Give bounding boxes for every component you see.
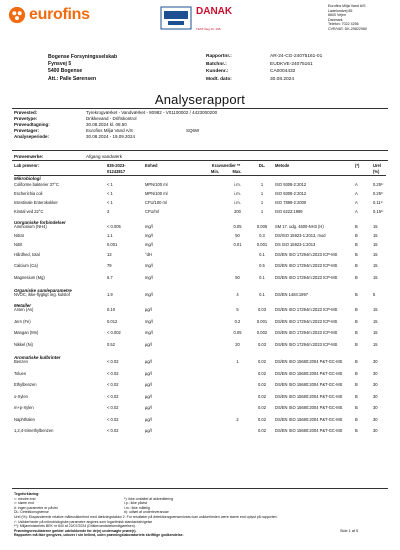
ilac-mra-logo-icon xyxy=(160,6,192,30)
cell-ur: 30 xyxy=(373,359,378,365)
cell-res: < 0.02 xyxy=(107,405,119,411)
cell-max: 0.05 xyxy=(233,224,242,230)
legend-item: i.m.: ikke målelig xyxy=(124,505,150,510)
cell-unit: µg/l xyxy=(145,382,152,388)
header-limits xyxy=(203,163,249,174)
cell-u: B xyxy=(355,428,358,434)
company-line: Telefon: 7022 4256 xyxy=(328,22,359,27)
cell-max: i.m. xyxy=(234,200,241,206)
table-row xyxy=(14,383,386,395)
page-number: Side 1 af 5 xyxy=(340,529,359,533)
cell-unit: µg/l xyxy=(145,359,152,365)
header-lab-nr: Lab prøvenr: xyxy=(14,163,40,168)
cell-max: i.m. xyxy=(234,181,241,187)
cell-unit: µg/l xyxy=(145,307,152,313)
recipient-address xyxy=(48,54,117,83)
danak-logo xyxy=(196,6,232,35)
info-value: Eurofins Miljø Vand A/S xyxy=(86,127,133,133)
cell-res: < 0.02 xyxy=(107,382,119,388)
cell-u: B xyxy=(355,382,358,388)
cell-u: A xyxy=(355,200,358,206)
cell-unit: mg/l xyxy=(145,292,153,298)
section-title: Uorganiske forbindelser xyxy=(14,219,66,225)
cell-unit: mg/l xyxy=(145,224,153,230)
cell-dl: 0.5 xyxy=(259,263,265,269)
table-row xyxy=(14,243,386,252)
cell-max: 0.01 xyxy=(233,242,242,248)
cell-ur: 15 xyxy=(373,341,378,347)
report-meta xyxy=(206,53,322,83)
eurofins-logo-text: eurofins xyxy=(29,6,90,23)
cell-ur: 0.15¹⁾ xyxy=(373,209,384,215)
divider xyxy=(12,108,388,109)
cell-method: DS/EN ISO 15680:2004 P&T-GC-MS xyxy=(275,393,343,399)
section-title: Organiske samleparametre xyxy=(14,287,72,293)
table-row xyxy=(14,234,386,243)
cell-name: Benzen xyxy=(14,359,28,365)
cell-unit: °dH xyxy=(145,251,152,257)
cell-dl: 0.02 xyxy=(258,428,266,434)
cell-res: < 0.02 xyxy=(107,370,119,376)
header-method: Metode xyxy=(275,163,290,168)
header-u: (*) xyxy=(355,163,360,168)
meta-label: Batchnr.: xyxy=(206,61,227,67)
header-result-line: 835-2023- xyxy=(107,163,126,168)
cell-name: o-Xylen xyxy=(14,393,28,399)
info-value: 30.08.2024 - 19.09.2024 xyxy=(86,133,136,139)
cell-method: DS/EN ISO 17294m:2023 ICP-MS xyxy=(275,307,338,313)
cell-res: 0.52 xyxy=(107,341,115,347)
cell-unit: mg/l xyxy=(145,274,153,280)
cell-dl: 0.1 xyxy=(259,292,265,298)
cell-name: Calcium (Ca) xyxy=(14,263,38,269)
cell-res: 13 xyxy=(107,251,112,257)
info-value: Drikkevand - Driftskontrol xyxy=(86,115,137,121)
cell-method: SM 17. udg. 4500-NH3 (H) xyxy=(275,224,324,230)
cell-u: A xyxy=(355,209,358,215)
legend-item: DL: Detektionsgrænse xyxy=(14,510,49,515)
cell-ur: 15 xyxy=(373,307,378,313)
cell-res: < 1 xyxy=(107,191,113,196)
eurofins-logo-icon xyxy=(8,6,26,24)
cell-res: < 0.02 xyxy=(107,393,119,399)
cell-dl: 0.1 xyxy=(259,274,265,280)
cell-unit: mg/l xyxy=(145,330,153,336)
cell-ur: 30 xyxy=(373,370,378,376)
cell-res: 1.1 xyxy=(107,233,113,239)
cell-max: 50 xyxy=(235,233,240,239)
sample-marking xyxy=(14,154,122,159)
company-line: CVR/VAT: DK-29822980 xyxy=(328,26,367,31)
info-label: Prøvetager: xyxy=(14,127,40,133)
meta-label: Modt. dato: xyxy=(206,76,232,82)
cell-u: B xyxy=(355,233,358,239)
cell-dl: 0.02 xyxy=(258,359,266,365)
cell-name: NVOC, ikke-flygtigt org. kulstof xyxy=(14,292,70,298)
cell-u: A xyxy=(355,181,358,187)
cell-u: B xyxy=(355,341,358,347)
cell-res: 1.9 xyxy=(107,292,113,298)
cell-ur: 30 xyxy=(373,382,378,388)
cell-method: DS/EN ISO 17294m:2023 ICP-MS xyxy=(275,318,338,324)
cell-method: DS/EN ISO 17294m:2023 ICP-MS xyxy=(275,251,338,257)
cell-dl: 0.02 xyxy=(258,416,266,422)
divider xyxy=(12,488,388,489)
cell-dl: 0.3 xyxy=(259,233,265,239)
cell-unit: MPN/100 ml xyxy=(145,191,168,196)
recipient-line: Bogense Forsyningsselskab xyxy=(48,54,118,60)
divider xyxy=(12,150,388,151)
cell-u: B xyxy=(355,274,358,280)
cell-dl: 0.002 xyxy=(256,330,268,336)
cell-method: DS/EN ISO 15680:2004 P&T-GC-MS xyxy=(275,416,343,422)
table-row xyxy=(14,275,386,287)
legend-item: <: mindre end xyxy=(14,496,36,501)
info-label: Prøveudtagning: xyxy=(14,121,50,127)
cell-u: B xyxy=(355,370,358,376)
info-row xyxy=(14,134,246,140)
cell-name: Nitrat xyxy=(14,233,24,239)
header-result-line: 01243817 xyxy=(107,168,126,174)
legend-note: Urel (%): Ekspanderede relative måleusikkerhed med dækningsfaktor 2. For resultater på detektionsgrænseniveau kan usikkerheden være større end oplyst på rapporten. xyxy=(14,514,278,519)
cell-u: B xyxy=(355,251,358,257)
cell-u: A xyxy=(355,191,358,196)
cell-ur: 0.25¹⁾ xyxy=(373,191,384,196)
cell-dl: 0.02 xyxy=(258,382,266,388)
cell-method: DS/EN 1484:1997 xyxy=(275,292,308,298)
cell-name: Mangan (Mn) xyxy=(14,330,39,336)
legend-item: #: ingen parametre er påvist xyxy=(14,505,58,510)
cell-ur: 5 xyxy=(373,292,376,298)
cell-name: Escherichia coli xyxy=(14,191,43,196)
meta-row xyxy=(206,76,322,84)
results-table xyxy=(14,163,386,440)
table-row xyxy=(14,293,386,302)
company-line: Danmark xyxy=(328,17,343,22)
table-row xyxy=(14,252,386,264)
cell-dl: 0.005 xyxy=(256,224,268,230)
cell-ur: 15 xyxy=(373,318,378,324)
cell-method: DS/EN ISO 15680:2004 P&T-GC-MS xyxy=(275,359,343,365)
cell-ur: 0.11¹⁾ xyxy=(373,200,384,206)
cell-u: B xyxy=(355,307,358,313)
cell-ur: 0.25¹⁾ xyxy=(373,181,384,187)
cell-unit: µg/l xyxy=(145,428,152,434)
cell-u: B xyxy=(355,330,358,336)
danak-name: DANAK xyxy=(196,6,233,17)
cell-dl: 0.03 xyxy=(258,341,266,347)
cell-max: 2 xyxy=(236,416,239,422)
danak-reg: TEST Reg.Nr. 168 xyxy=(196,27,221,31)
cell-method: DS/EN ISO 15680:2004 P&T-GC-MS xyxy=(275,370,343,376)
header-dl: DL. xyxy=(258,163,266,168)
legend-note: **): Miljøministeriets BEK nr 840 af 22/07/2024 (Drikkevandsbekendtgørelsen). xyxy=(14,524,136,529)
cell-max: 5 xyxy=(236,307,239,313)
cell-ur: 30 xyxy=(373,416,378,422)
info-value: 30.08.2024 kl. 08.50 xyxy=(86,121,127,127)
cell-res: 0.012 xyxy=(107,318,118,324)
cell-method: DS/ISO 15923-1:2013, mod xyxy=(275,233,326,239)
cell-ur: 15 xyxy=(373,242,378,248)
meta-row xyxy=(206,68,322,76)
cell-unit: mg/l xyxy=(145,242,153,248)
divider xyxy=(12,160,388,161)
cell-method: DS/EN ISO 15680:2004 P&T-GC-MS xyxy=(275,382,343,388)
table-row xyxy=(14,429,386,441)
cell-dl: 0.001 xyxy=(256,242,268,248)
meta-row xyxy=(206,61,322,69)
meta-value: 30.08.2024 xyxy=(270,76,295,82)
cell-dl: 0.001 xyxy=(256,318,268,324)
table-row xyxy=(14,319,386,331)
cell-name: Toluen xyxy=(14,370,27,376)
table-row xyxy=(14,264,386,276)
cell-unit: CFU/100 ml xyxy=(145,200,167,206)
company-line: Eurofins Miljø Vand A/S xyxy=(328,4,366,8)
cell-method: ISO 9308-2:2012 xyxy=(275,181,307,187)
cell-name: Intestinale Enterokokker xyxy=(14,200,58,206)
header-urel-line: Urel xyxy=(373,163,381,168)
sampler-code: SQ6W xyxy=(186,127,200,133)
cell-res: < 0.02 xyxy=(107,428,119,434)
cell-method: DS/EN ISO 15680:2004 P&T-GC-MS xyxy=(275,428,343,434)
meta-value: EUDKVE-24075161 xyxy=(270,61,313,67)
cell-ur: 15 xyxy=(373,251,378,257)
cell-dl: 0.03 xyxy=(258,307,266,313)
header-max: Max. xyxy=(232,168,242,174)
table-row xyxy=(14,406,386,418)
cell-u: B xyxy=(355,393,358,399)
cell-method: DS/EN ISO 17294m:2023 ICP-MS xyxy=(275,263,338,269)
legend-note: ¹⁾: Usikkerheder på mikrobiologiske parametre angives som logaritmisk standardafvigelse xyxy=(14,519,153,524)
cell-name: Kimtal ved 22°C xyxy=(14,209,44,215)
table-row xyxy=(14,360,386,372)
cell-u: B xyxy=(355,318,358,324)
legend-title: Tegnforklaring: xyxy=(14,492,40,496)
cell-method: DS/EN ISO 17294m:2023 ICP-MS xyxy=(275,341,338,347)
cell-method: ISO 7899-2:2000 xyxy=(275,200,307,206)
cell-res: < 1 xyxy=(107,181,113,187)
section-title: Metaller xyxy=(14,302,32,308)
info-label: Prøvested: xyxy=(14,110,38,115)
recipient-line: 5400 Bogense xyxy=(48,68,83,75)
header-urel xyxy=(373,163,386,174)
header-limits-label: Kravværdier ** xyxy=(211,163,241,168)
meta-row xyxy=(206,53,322,61)
cell-dl: 1 xyxy=(260,209,264,215)
legend-grid xyxy=(14,497,386,515)
cell-u: B xyxy=(355,263,358,269)
table-row xyxy=(14,417,386,429)
cell-method: DS ISO 15923-1:2013 xyxy=(275,242,316,248)
table-body xyxy=(14,176,386,440)
cell-u: B xyxy=(355,242,358,248)
cell-dl: 0.02 xyxy=(258,370,266,376)
cell-ur: 15 xyxy=(373,224,378,230)
cell-unit: µg/l xyxy=(145,370,152,376)
info-label: Analyseperiode: xyxy=(14,133,50,139)
header-urel-line: (%) xyxy=(373,168,380,174)
company-address xyxy=(328,4,367,32)
table-header xyxy=(14,163,386,176)
sample-marking-value: Afgang vandværk xyxy=(86,154,123,159)
table-row xyxy=(14,210,386,219)
cell-ur: 15 xyxy=(373,330,378,336)
cell-method: DS/EN ISO 17294m:2023 ICP-MS xyxy=(275,330,338,336)
eurofins-logo xyxy=(8,6,90,24)
cell-name: Magnesium (Mg) xyxy=(14,274,45,280)
cell-u: B xyxy=(355,224,358,230)
table-row xyxy=(14,225,386,234)
cell-res: 3 xyxy=(107,209,110,215)
cell-ur: 30 xyxy=(373,393,378,399)
legend xyxy=(14,492,386,538)
cell-name: Hårdhed, total xyxy=(14,251,40,257)
cell-name: Arsen (As) xyxy=(14,307,34,313)
meta-value: CA0004432 xyxy=(270,69,296,74)
cell-u: B xyxy=(355,405,358,411)
cell-name: Ammonium (NH4) xyxy=(14,224,47,230)
meta-label: Kundenr.: xyxy=(206,69,229,74)
legend-note: Rapporten må ikke gengives, udover i sin helhed, uden prøvningslaboratoriets skriftlige godkendelse. xyxy=(14,533,184,538)
cell-method: ISO 9308-2:2012 xyxy=(275,191,307,196)
cell-name: Ethylbenzen xyxy=(14,382,37,388)
cell-name: Nitrit xyxy=(14,242,23,248)
info-value: Tyrekrogværket - Vandværket - 80982 - V01100002 / 4423000200 xyxy=(86,110,218,115)
cell-dl: 1 xyxy=(260,181,264,187)
company-line: 6600 Vejen xyxy=(328,13,346,18)
cell-u: B xyxy=(355,292,358,298)
cell-method: DS/EN ISO 15680:2004 P&T-GC-MS xyxy=(275,405,343,411)
cell-ur: 15 xyxy=(373,263,378,269)
cell-ur: 30 xyxy=(373,405,378,411)
cell-method: DS/EN ISO 17294m:2023 ICP-MS xyxy=(275,274,338,280)
cell-res: 0.001 xyxy=(107,242,118,248)
cell-name: Jern (Fe) xyxy=(14,318,31,324)
cell-u: B xyxy=(355,359,358,365)
cell-dl: 1 xyxy=(260,191,264,196)
header-unit: Enhed xyxy=(145,163,158,168)
cell-res: < 0.02 xyxy=(107,416,119,422)
table-row xyxy=(14,201,386,210)
table-row xyxy=(14,308,386,320)
cell-name: Coliforme bakterier 37°C xyxy=(14,181,59,187)
cell-method: ISO 6222:1999 xyxy=(275,209,303,215)
recipient-line: Fynsvej 5 xyxy=(48,61,72,68)
cell-max: 0.05 xyxy=(233,330,242,336)
meta-value: AR-24-CG-24075161-01 xyxy=(270,54,323,59)
cell-dl: 0.02 xyxy=(258,405,266,411)
cell-unit: MPN/100 ml xyxy=(145,181,168,187)
cell-res: < 0.005 xyxy=(107,224,121,230)
cell-name: m+p-Xylen xyxy=(14,405,34,411)
sample-marking-label: Prøvemærke: xyxy=(14,154,44,159)
cell-dl: 1 xyxy=(260,200,264,206)
table-row xyxy=(14,331,386,343)
cell-u: B xyxy=(355,416,358,422)
cell-max: 4 xyxy=(236,292,239,298)
meta-label: Rapportnr.: xyxy=(206,54,232,59)
legend-item: *): ikke omfattet af akkreditering xyxy=(124,496,174,501)
cell-name: 1,2,4-trimethylbenzen xyxy=(14,428,54,434)
cell-ur: 30 xyxy=(373,428,378,434)
cell-res: < 0.002 xyxy=(107,330,121,336)
cell-unit: µg/l xyxy=(145,405,152,411)
cell-ur: 15 xyxy=(373,233,378,239)
company-line: Ladelundvej 85 xyxy=(328,8,353,13)
table-row xyxy=(14,371,386,383)
header-min: Min. xyxy=(210,168,220,174)
table-row xyxy=(14,394,386,406)
legend-item: #): udført af underleverandør xyxy=(124,510,169,515)
cell-unit: mg/l xyxy=(145,318,153,324)
cell-dl: 0.02 xyxy=(258,393,266,399)
recipient-line: Att.: Palle Sørensen xyxy=(48,75,97,82)
cell-dl: 0.1 xyxy=(259,251,265,257)
section-title: Aromatiske kulbrinter xyxy=(14,354,61,360)
cell-max: i.m. xyxy=(234,191,241,196)
cell-unit: µg/l xyxy=(145,416,152,422)
cell-res: < 1 xyxy=(107,200,113,206)
cell-max: 20 xyxy=(235,341,240,347)
cell-name: Naphthalen xyxy=(14,416,35,422)
section-title: Mikrobiologi xyxy=(14,176,41,181)
cell-res: 79 xyxy=(107,263,112,269)
table-row xyxy=(14,192,386,201)
header-result xyxy=(107,163,145,174)
cell-max: 200 xyxy=(234,209,241,215)
legend-item: i.p.: ikke påvist xyxy=(124,501,147,506)
table-row xyxy=(14,342,386,354)
sample-info xyxy=(14,110,246,140)
cell-res: 0.10 xyxy=(107,307,115,313)
info-label: Prøvetype: xyxy=(14,115,38,121)
cell-res: 6.7 xyxy=(107,274,113,280)
page-title: Analyserapport xyxy=(154,92,246,107)
cell-max: 0.2 xyxy=(234,318,241,324)
cell-unit: mg/l xyxy=(145,233,153,239)
cell-name: Nikkel (Ni) xyxy=(14,341,33,347)
cell-unit: mg/l xyxy=(145,263,153,269)
cell-unit: CFU/ml xyxy=(145,209,159,215)
cell-max: 1 xyxy=(236,359,239,365)
cell-unit: µg/l xyxy=(145,393,152,399)
cell-unit: µg/l xyxy=(145,341,152,347)
legend-note: Prøvningsresultaterne gælder udelukkende for de(n) undersøgte prøve(r). xyxy=(14,528,137,533)
table-row xyxy=(14,182,386,191)
cell-res: < 0.02 xyxy=(107,359,119,365)
cell-ur: 15 xyxy=(373,274,378,280)
legend-item: >: større end xyxy=(14,501,34,506)
cell-max: 50 xyxy=(235,274,240,280)
